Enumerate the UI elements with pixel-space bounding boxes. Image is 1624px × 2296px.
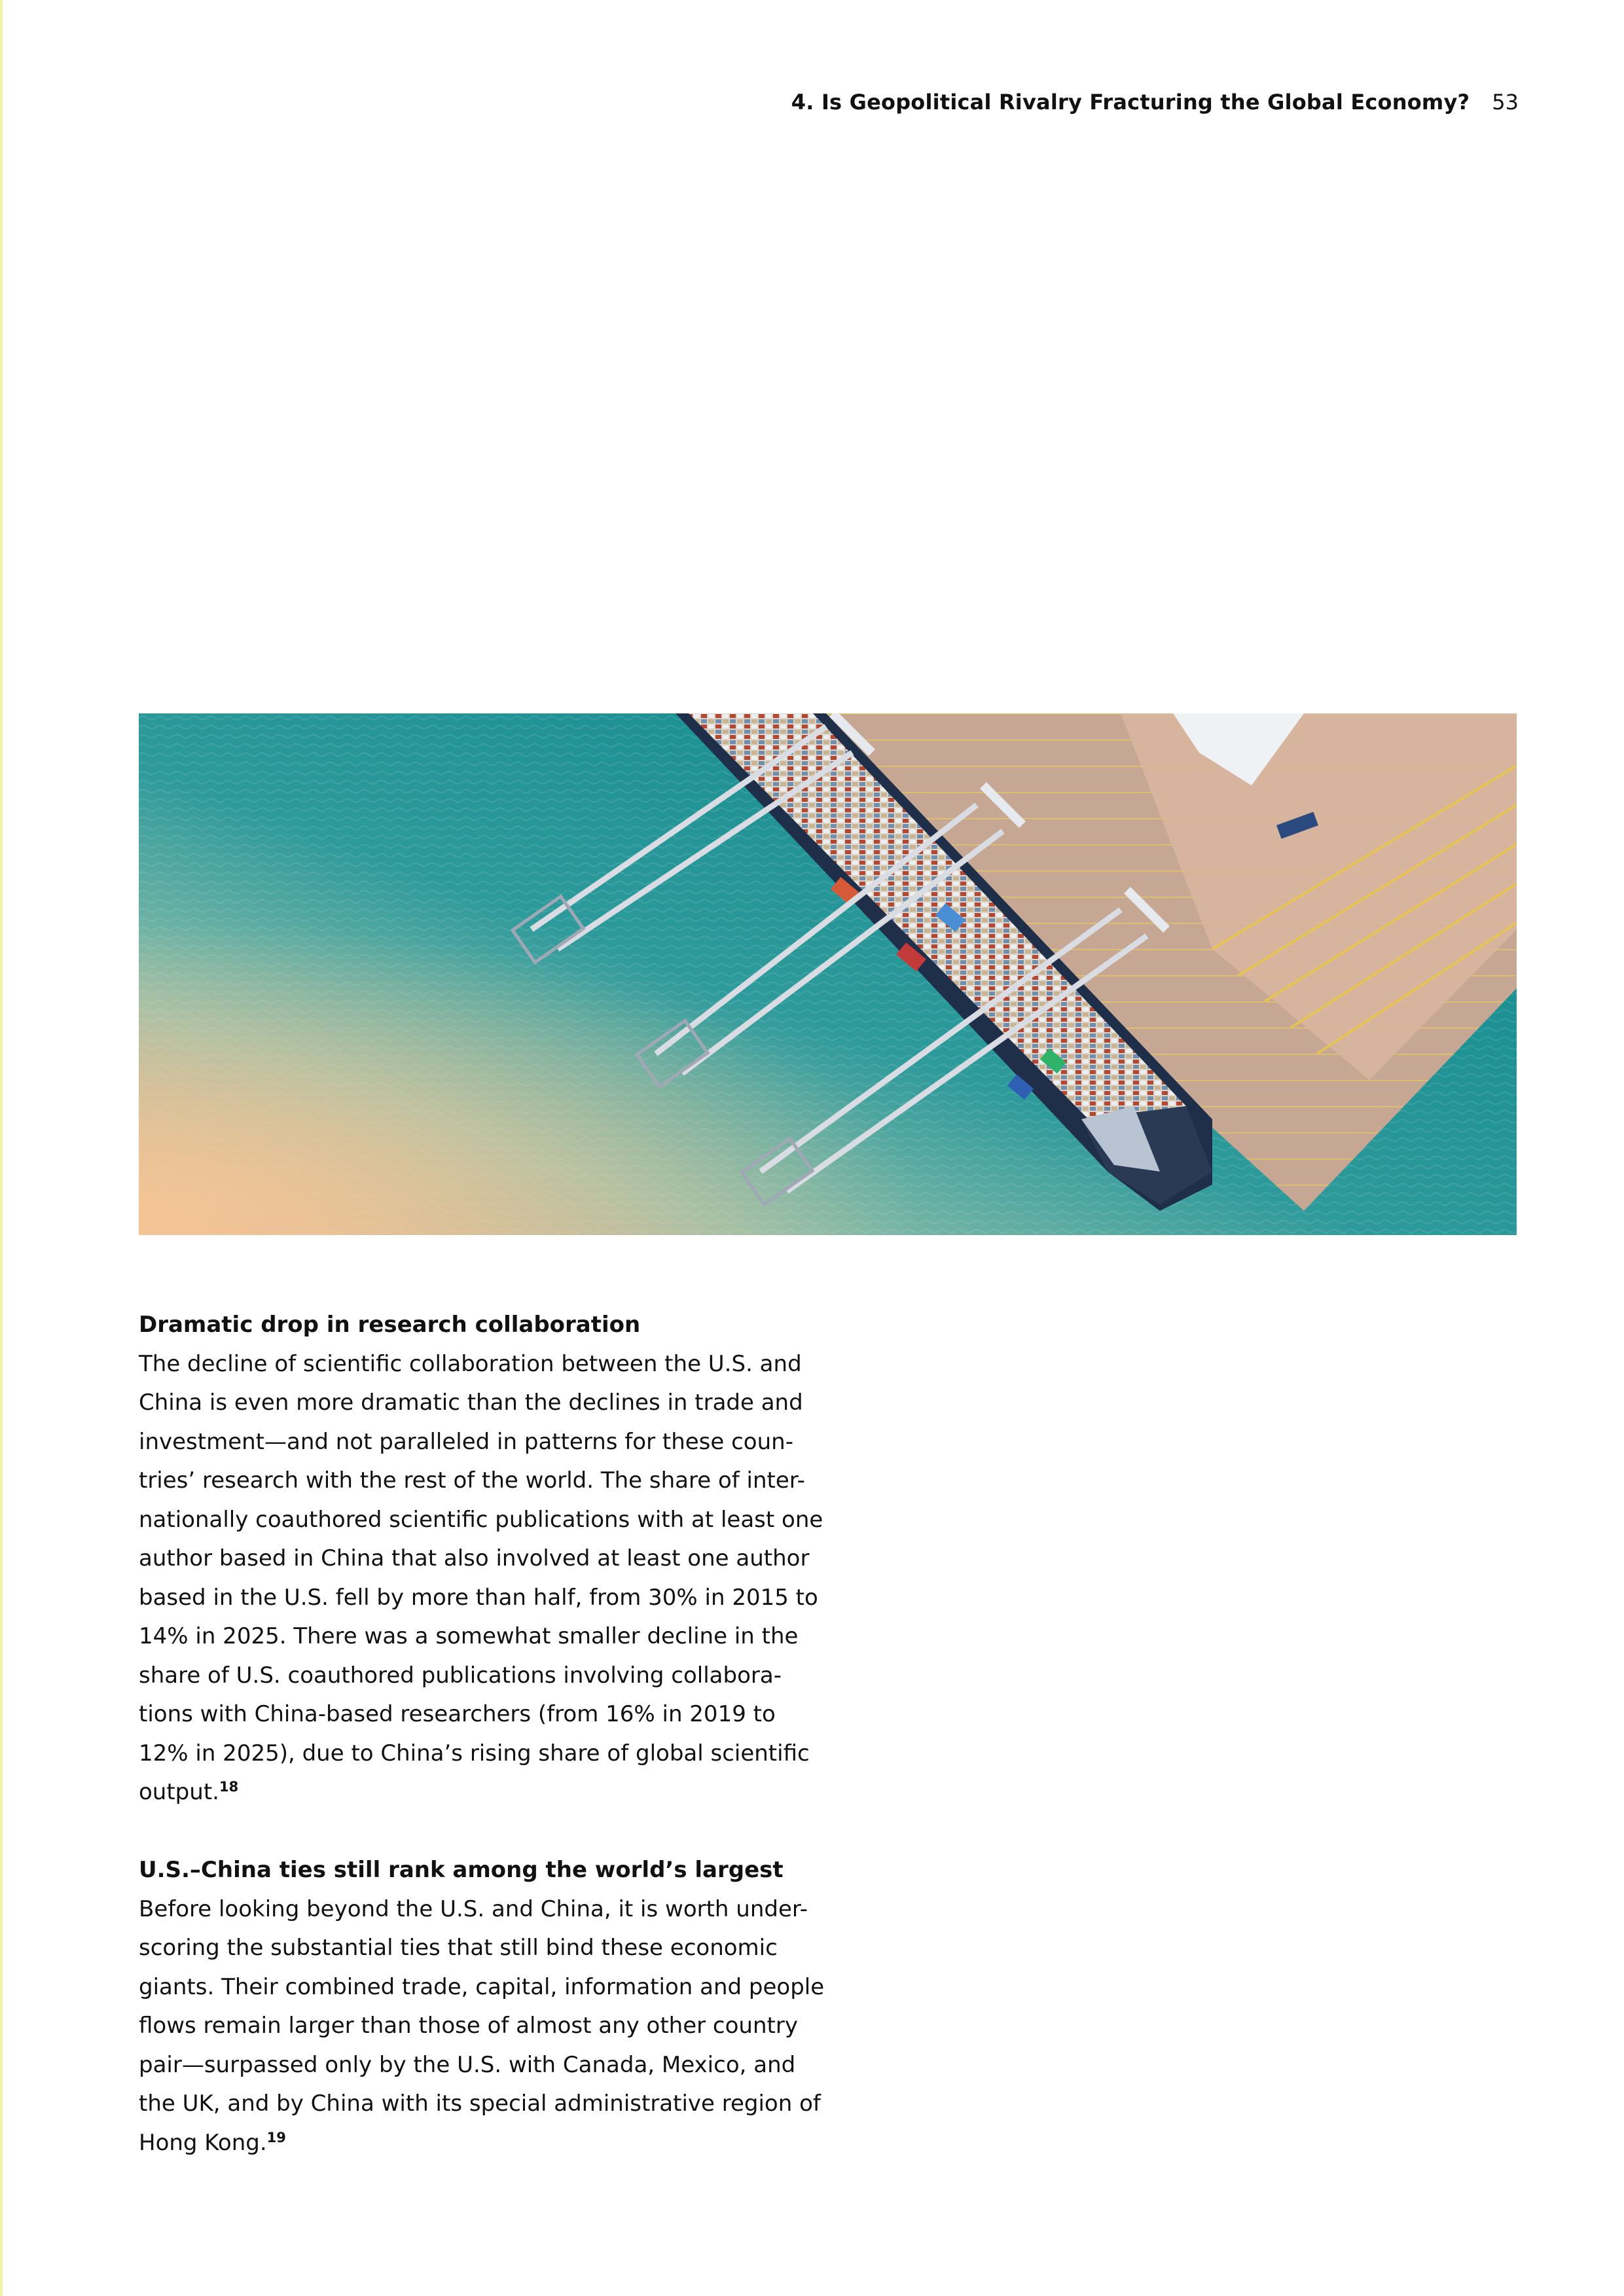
text-line: scoring the substantial ties that still bind these economic	[139, 1935, 778, 1961]
running-title: 4. Is Geopolitical Rivalry Fracturing the Global Economy?	[791, 90, 1470, 115]
article-body	[139, 1306, 825, 2162]
page-edge-rule	[0, 0, 3, 2296]
text-line: based in the U.S. fell by more than half, from 30% in 2015 to	[139, 1584, 818, 1611]
text-line: Before looking beyond the U.S. and China, it is worth under-	[139, 1895, 808, 1922]
text-line: author based in China that also involved at least one author	[139, 1545, 810, 1571]
text-line: share of U.S. coauthored publications involving collabora-	[139, 1662, 782, 1689]
footnote-ref[interactable]: 19	[266, 2129, 286, 2145]
text-line-last	[139, 1773, 806, 1812]
text-line: investment—and not paralleled in patterns for these coun-	[139, 1428, 793, 1455]
section-research-collaboration	[139, 1306, 823, 1812]
text-line: The decline of scientific collaboration between the U.S. and	[139, 1350, 802, 1377]
text-line: China is even more dramatic than the declines in trade and	[139, 1390, 803, 1416]
section-us-china-ties	[139, 1851, 825, 2162]
text-line: tions with China-based researchers (from 16% in 2019 to	[139, 1701, 776, 1727]
port-aerial-photo	[139, 713, 1517, 1235]
text-line: giants. Their combined trade, capital, information and people	[139, 1973, 825, 2000]
section-paragraph	[139, 1345, 823, 1812]
text-line: nationally coauthored scientific publications with at least one	[139, 1506, 823, 1533]
text-line: Hong Kong.	[139, 2129, 267, 2156]
text-line: flows remain larger than those of almost any other country	[139, 2013, 798, 2039]
text-line-last	[139, 2124, 806, 2163]
text-line: 12% in 2025), due to China’s rising share of global scientific	[139, 1740, 810, 1767]
footnote-ref[interactable]: 18	[219, 1779, 239, 1795]
page-number: 53	[1492, 90, 1519, 115]
section-paragraph	[139, 1890, 825, 2163]
text-line: the UK, and by China with its special administrative region of	[139, 2090, 821, 2117]
section-heading: U.S.–China ties still rank among the world’s largest	[139, 1857, 784, 1883]
text-line: tries’ research with the rest of the world. The share of inter-	[139, 1467, 805, 1494]
text-line: 14% in 2025. There was a somewhat smaller decline in the	[139, 1623, 799, 1649]
text-line: pair—surpassed only by the U.S. with Canada, Mexico, and	[139, 2051, 796, 2078]
text-line: output.	[139, 1779, 219, 1805]
section-heading: Dramatic drop in research collaboration	[139, 1312, 641, 1338]
port-aerial-illustration	[139, 713, 1517, 1235]
running-header	[791, 90, 1519, 115]
